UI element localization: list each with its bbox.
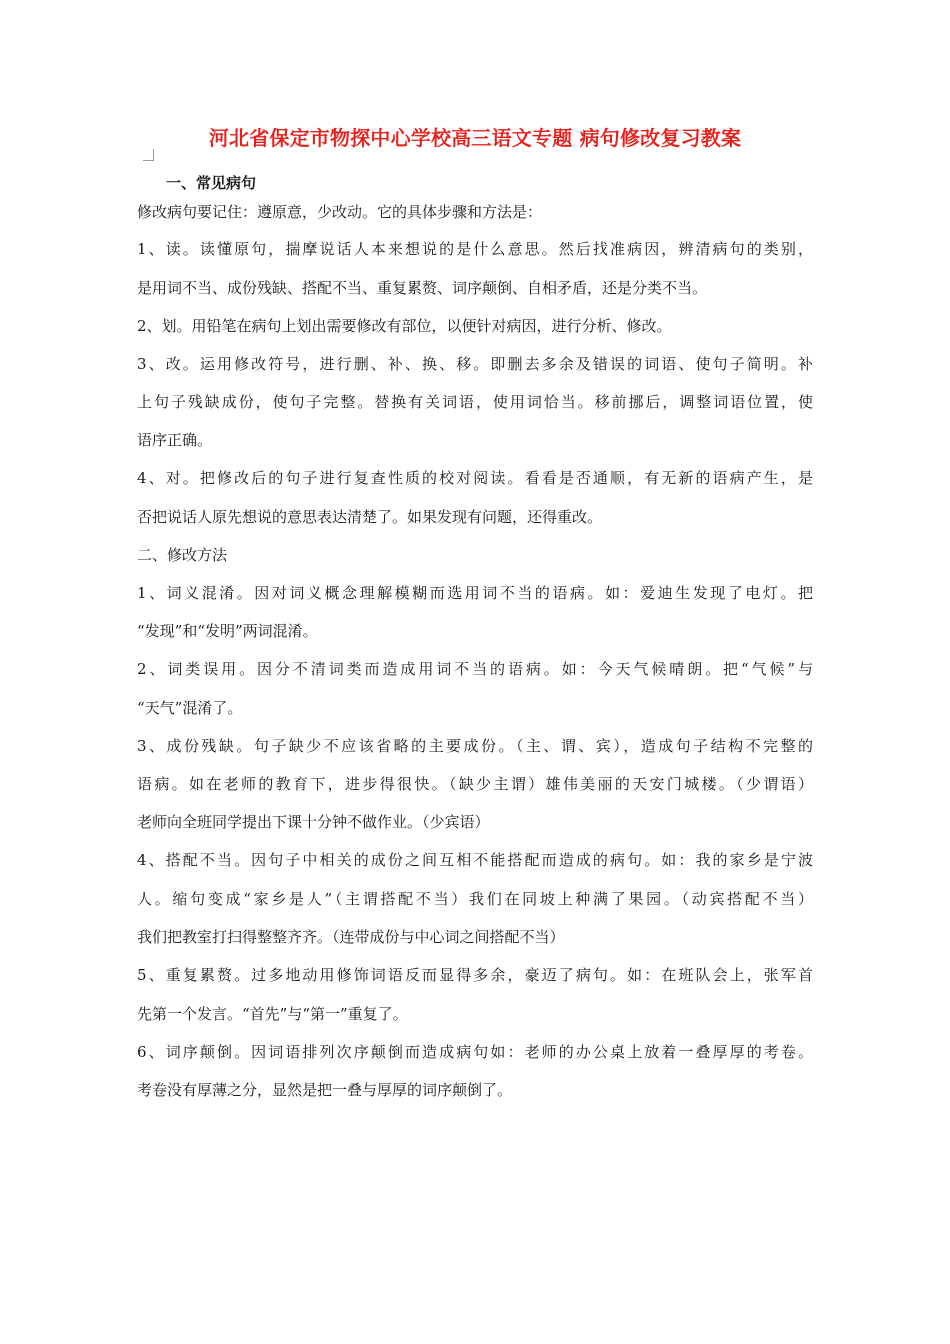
text-line: 我们把教室打扫得整整齐齐。（连带成份与中心词之间搭配不当） [137, 928, 565, 946]
text-line: 是用词不当、成份残缺、搭配不当、重复累赘、词序颠倒、自相矛盾，还是分类不当。 [137, 279, 708, 297]
text-line: 语病。如在老师的教育下，进步得很快。（缺少主谓）雄伟美丽的天安门城楼。（少谓语） [137, 775, 813, 793]
text-line: 人。缩句变成“家乡是人”（主谓搭配不当）我们在同坡上种满了果园。（动宾搭配不当） [137, 890, 813, 908]
text-line: 老师向全班同学提出下课十分钟不做作业。（少宾语） [137, 813, 490, 831]
text-line: “天气”混淆了。 [137, 699, 243, 717]
text-line: 修改病句要记住：遵原意，少改动。它的具体步骤和方法是： [137, 203, 543, 221]
text-line: 3、改。运用修改符号，进行删、补、换、移。即删去多余及错误的词语、使句子简明。补 [137, 355, 813, 373]
text-line: “发现”和“发明”两词混淆。 [137, 622, 318, 640]
text-line: 2、划。用铅笔在病句上划出需要修改有部位，以便针对病因，进行分析、修改。 [137, 317, 672, 335]
text-line: 3、成份残缺。句子缺少不应该省略的主要成份。（主、谓、宾），造成句子结构不完整的 [137, 737, 813, 755]
text-line: 2、词类误用。因分不清词类而造成用词不当的语病。如：今天气候晴朗。把“气候”与 [137, 660, 813, 678]
corner-mark-icon [143, 149, 157, 163]
text-line: 上句子残缺成份，使句子完整。替换有关词语，使用词恰当。移前挪后，调整词语位置，使 [137, 393, 813, 411]
text-line: 4、搭配不当。因句子中相关的成份之间互相不能搭配而造成的病句。如：我的家乡是宁波 [137, 851, 813, 869]
section-heading-common-errors: 一、常见病句 [166, 174, 257, 192]
text-line: 4、对。把修改后的句子进行复查性质的校对阅读。看看是否通顺，有无新的语病产生，是 [137, 469, 813, 487]
document-title: 河北省保定市物探中心学校高三语文专题 病句修改复习教案 [208, 126, 742, 150]
text-line: 考卷没有厚薄之分，显然是把一叠与厚厚的词序颠倒了。 [137, 1081, 513, 1099]
text-line: 1、读。读懂原句，揣摩说话人本来想说的是什么意思。然后找准病因，辨清病句的类别， [137, 240, 813, 258]
text-line: 5、重复累赘。过多地动用修饰词语反而显得多余，豪迈了病句。如：在班队会上，张军首 [137, 966, 813, 984]
text-line: 否把说话人原先想说的意思表达清楚了。如果发现有问题，还得重改。 [137, 508, 603, 526]
section-heading-methods: 二、修改方法 [137, 546, 228, 564]
text-line: 1、词义混淆。因对词义概念理解模糊而选用词不当的语病。如：爱迪生发现了电灯。把 [137, 584, 813, 602]
text-line: 先第一个发言。“首先”与“第一”重复了。 [137, 1005, 408, 1023]
text-line: 语序正确。 [137, 431, 213, 449]
text-line: 6、词序颠倒。因词语排列次序颠倒而造成病句如：老师的办公桌上放着一叠厚厚的考卷。 [137, 1043, 813, 1061]
